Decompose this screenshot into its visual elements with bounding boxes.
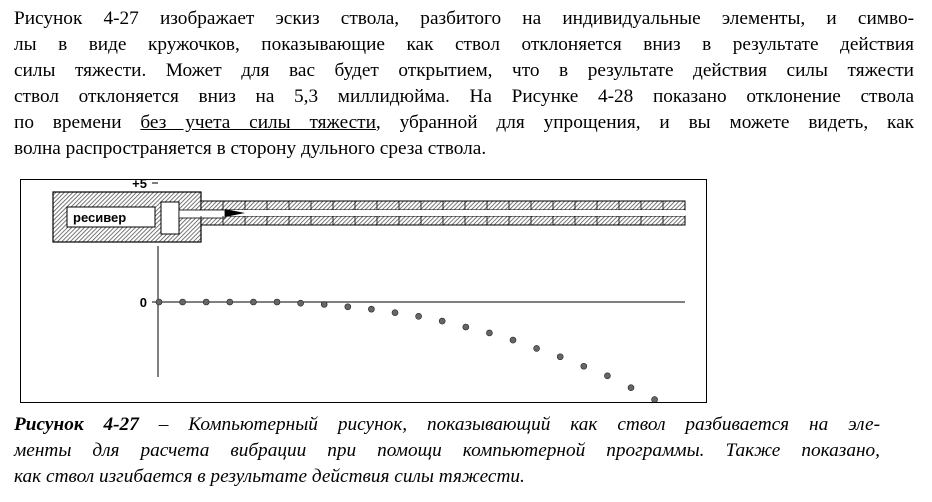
deflection-point (534, 345, 540, 351)
deflection-point (250, 299, 256, 305)
deflection-points (156, 299, 681, 402)
caption-label: Рисунок 4-27 (14, 414, 139, 435)
body-paragraph (14, 6, 914, 162)
deflection-point (345, 304, 351, 310)
barrel-figure (20, 179, 707, 403)
deflection-point (368, 306, 374, 312)
paragraph-text: , убранной для упрощения, и вы можете видеть, как (375, 112, 914, 133)
deflection-point (227, 299, 233, 305)
barrel-bore (201, 210, 685, 216)
caption-line (14, 412, 880, 438)
deflection-point (463, 324, 469, 330)
deflection-point (604, 373, 610, 379)
deflection-point (486, 330, 492, 336)
paragraph-line (14, 110, 914, 136)
deflection-point (652, 397, 658, 402)
deflection-point (439, 318, 445, 324)
deflection-point (557, 354, 563, 360)
caption-text: – Компьютерный рисунок, показывающий как ствол разбивается на эле- (138, 414, 881, 435)
paragraph-line: ствол отклоняется вниз на 5,3 миллидюйма. На Рисунке 4-28 показано отклонение ствола (14, 86, 914, 107)
deflection-point (203, 299, 209, 305)
paragraph-line: Рисунок 4-27 изображает эскиз ствола, разбитого на индивидуальные элементы, и симво- (14, 8, 914, 29)
underlined-phrase: без учета силы тяжести (140, 112, 376, 133)
y-tick-label: +5 (132, 180, 147, 191)
bolt-opening (161, 202, 179, 234)
deflection-point (180, 299, 186, 305)
deflection-point (321, 301, 327, 307)
deflection-point (156, 299, 162, 305)
deflection-point (298, 300, 304, 306)
chamber-opening (179, 210, 225, 218)
receiver-label: ресивер (73, 210, 127, 225)
barrel-deflection-diagram (21, 180, 706, 402)
paragraph-line: лы в виде кружочков, показывающие как ствол отклоняется вниз в результате действия (14, 34, 914, 55)
caption-line: как ствол изгибается в результате действия силы тяжести. (14, 466, 525, 487)
paragraph-line: волна распространяется в сторону дульного среза ствола. (14, 138, 487, 159)
figure-caption (14, 412, 880, 490)
caption-line: менты для расчета вибрации при помощи компьютерной программы. Также показано, (14, 440, 880, 461)
y-tick-label: 0 (139, 295, 147, 310)
paragraph-line: силы тяжести. Может для вас будет открытием, что в результате действия силы тяжести (14, 60, 914, 81)
deflection-point (274, 299, 280, 305)
deflection-point (581, 363, 587, 369)
deflection-point (510, 337, 516, 343)
paragraph-text: по времени (14, 112, 141, 133)
deflection-point (392, 310, 398, 316)
deflection-point (628, 385, 634, 391)
deflection-point (416, 313, 422, 319)
